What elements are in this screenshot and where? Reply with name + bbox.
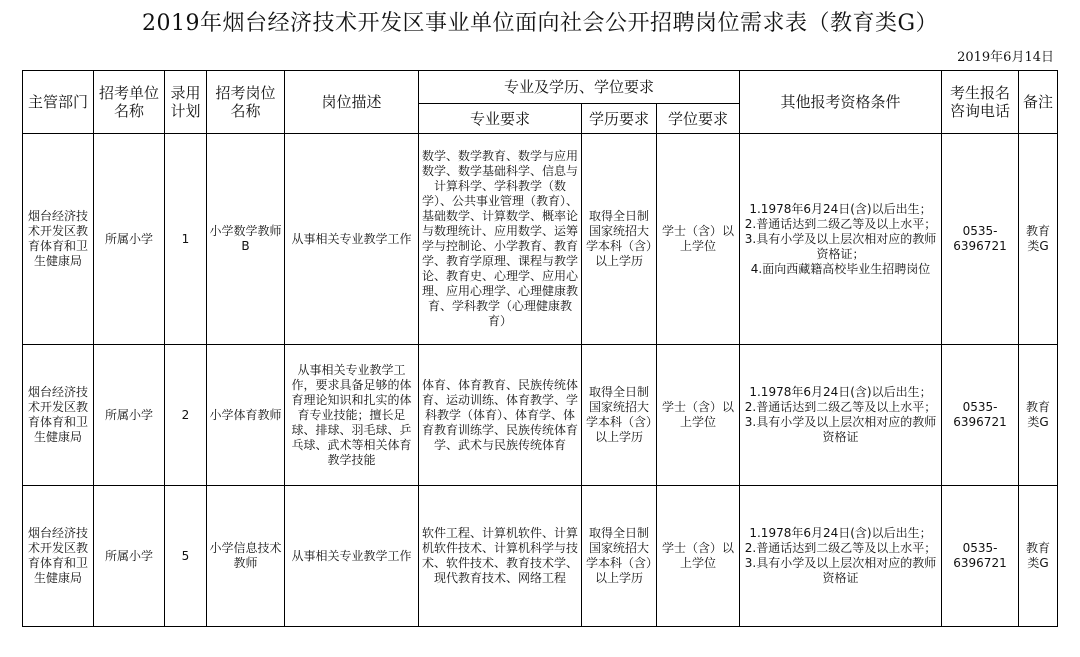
cell-major: 体育、体育教育、民族传统体育、运动训练、体育教学、学科教学（体育）、体育学、体育教育训练学、民族传统体育学、武术与民族传统体育 [419,345,582,486]
recruitment-table [22,70,1058,627]
cell-conditions [740,134,942,345]
cell-degree: 学士（含）以上学位 [657,345,740,486]
table-row [23,345,1058,486]
cell-plan: 1 [165,134,207,345]
cell-position: 小学数学教师B [207,134,285,345]
header-desc: 岗位描述 [285,71,419,134]
header-plan: 录用计划 [165,71,207,134]
header-degree: 学位要求 [657,104,740,134]
cell-desc: 从事相关专业教学工作 [285,134,419,345]
header-position: 招考岗位名称 [207,71,285,134]
page-title: 2019年烟台经济技术开发区事业单位面向社会公开招聘岗位需求表（教育类G） [141,11,939,36]
condition-line: 3.具有小学及以上层次相对应的教师资格证 [744,415,937,444]
header-remark: 备注 [1019,71,1058,134]
table-row [23,486,1058,627]
condition-line: 1.1978年6月24日(含)以后出生； [749,526,932,540]
cell-education: 取得全日制国家统招大学本科（含）以上学历 [582,134,657,345]
cell-phone: 0535-6396721 [942,486,1019,627]
publish-date: 2019年6月14日 [957,50,1054,65]
cell-unit: 所属小学 [94,486,165,627]
cell-dept: 烟台经济技术开发区教育体育和卫生健康局 [23,486,94,627]
condition-line: 3.具有小学及以上层次相对应的教师资格证 [744,556,937,585]
cell-unit: 所属小学 [94,345,165,486]
cell-conditions [740,345,942,486]
cell-dept: 烟台经济技术开发区教育体育和卫生健康局 [23,134,94,345]
condition-line: 2.普通话达到二级乙等及以上水平； [744,400,937,414]
cell-unit: 所属小学 [94,134,165,345]
condition-line: 3.具有小学及以上层次相对应的教师资格证； [744,231,937,261]
cell-dept: 烟台经济技术开发区教育体育和卫生健康局 [23,345,94,486]
condition-line: 1.1978年6月24日(含)以后出生； [749,385,932,399]
cell-phone: 0535-6396721 [942,345,1019,486]
cell-remark: 教育类G [1019,134,1058,345]
cell-position: 小学信息技术教师 [207,486,285,627]
cell-education: 取得全日制国家统招大学本科（含）以上学历 [582,486,657,627]
header-education: 学历要求 [582,104,657,134]
table-row [23,134,1058,345]
header-other: 其他报考资格条件 [740,71,942,134]
header-group: 专业及学历、学位要求 [419,71,740,104]
header-major: 专业要求 [419,104,582,134]
cell-major: 软件工程、计算机软件、计算机软件技术、计算机科学与技术、软件技术、教育技术学、现代教育技术、网络工程 [419,486,582,627]
cell-plan: 5 [165,486,207,627]
condition-line: 4.面向西藏籍高校毕业生招聘岗位 [750,261,931,276]
cell-remark: 教育类G [1019,486,1058,627]
condition-line: 2.普通话达到二级乙等及以上水平； [744,216,937,231]
cell-remark: 教育类G [1019,345,1058,486]
cell-education: 取得全日制国家统招大学本科（含）以上学历 [582,345,657,486]
condition-line: 2.普通话达到二级乙等及以上水平； [744,541,937,555]
condition-line: 1.1978年6月24日(含)以后出生； [749,201,932,216]
cell-degree: 学士（含）以上学位 [657,134,740,345]
header-dept: 主管部门 [23,71,94,134]
header-phone: 考生报名咨询电话 [942,71,1019,134]
cell-phone: 0535-6396721 [942,134,1019,345]
header-unit: 招考单位名称 [94,71,165,134]
cell-degree: 学士（含）以上学位 [657,486,740,627]
cell-major: 数学、数学教育、数学与应用数学、数学基础科学、信息与计算科学、学科教学（数学）、公共事业管理（教育）、基础数学、计算数学、概率论与数理统计、应用数学、运筹学与控制论、小学教育、教育学、教育学原理、课程与教学论、教育史、心理学、应用心理、应用心理学、心理健康教育、学科教学（心理健康教育） [419,134,582,345]
cell-desc: 从事相关专业教学工作 [285,486,419,627]
cell-position: 小学体育教师 [207,345,285,486]
cell-desc: 从事相关专业教学工作，要求具备足够的体育理论知识和扎实的体育专业技能；擅长足球、排球、羽毛球、乒乓球、武术等相关体育教学技能 [285,345,419,486]
cell-conditions [740,486,942,627]
cell-plan: 2 [165,345,207,486]
